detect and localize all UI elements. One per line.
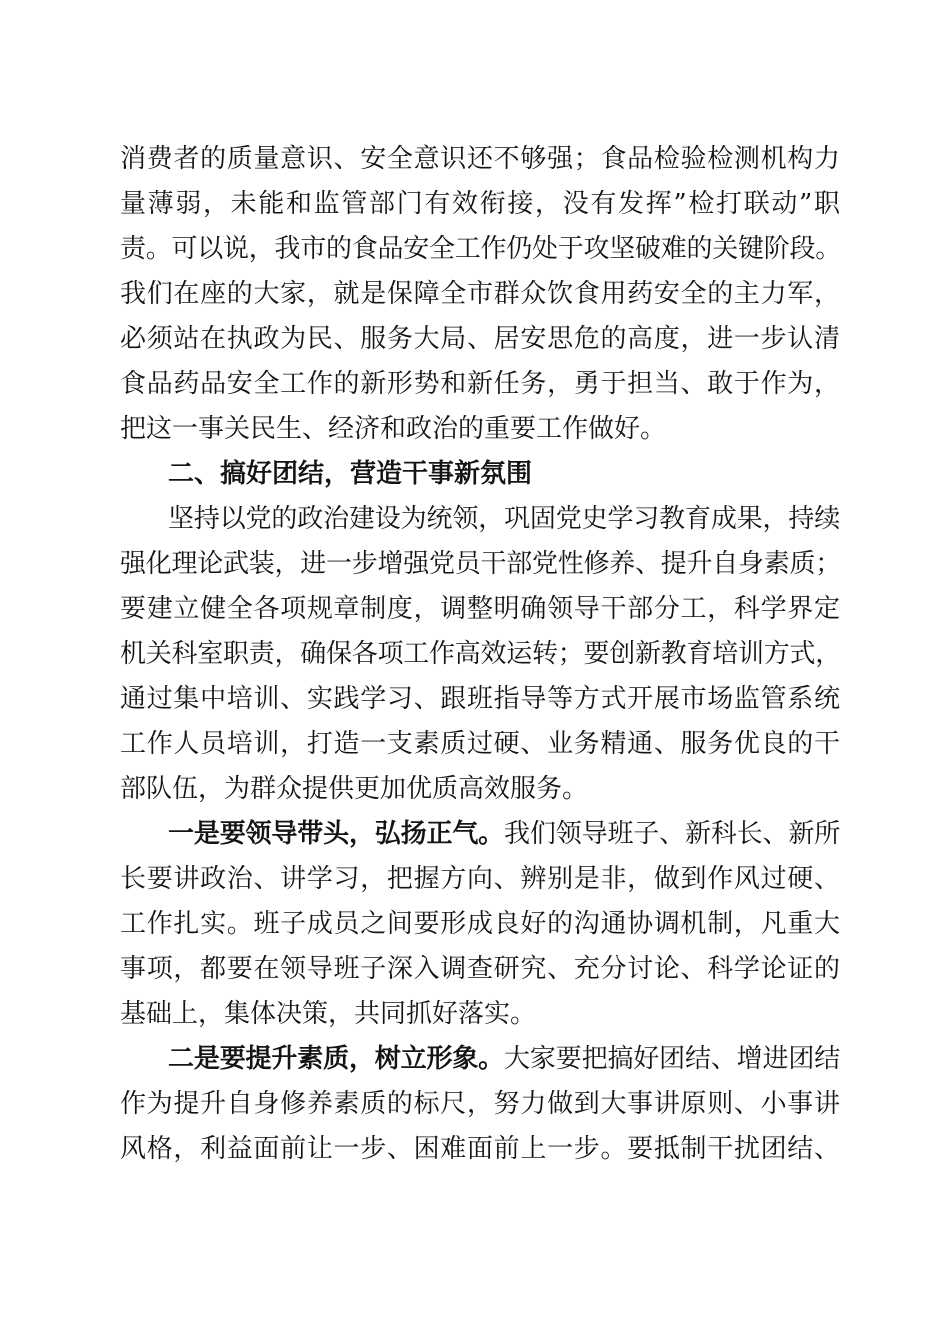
body-text-line: 基础上，集体决策，共同抓好落实。 — [120, 999, 537, 1029]
body-text-line: 机关科室职责，确保各项工作高效运转；要创新教育培训方式， — [120, 639, 842, 669]
body-text-line: 坚持以党的政治建设为统领，巩固党史学习教育成果，持续 — [168, 504, 840, 534]
body-text: 大家要把搞好团结、增进团结 — [504, 1044, 840, 1074]
body-text-line: 通过集中培训、实践学习、跟班指导等方式开展市场监管系统 — [120, 684, 840, 714]
body-text-line: 风格，利益面前让一步、困难面前上一步。要抵制干扰团结、 — [120, 1134, 840, 1164]
paragraph-first-line — [168, 1037, 840, 1082]
body-text-line: 事项，都要在领导班子深入调查研究、充分讨论、科学论证的 — [120, 954, 840, 984]
body-text-line: 责。可以说，我市的食品安全工作仍处于攻坚破难的关键阶段。 — [120, 234, 842, 264]
body-text-line: 必须站在执政为民、服务大局、居安思危的高度，进一步认清 — [120, 324, 840, 354]
body-text-line: 消费者的质量意识、安全意识还不够强；食品检验检测机构力 — [120, 144, 840, 174]
bold-lead-text: 二是要提升素质，树立形象。 — [168, 1044, 505, 1074]
body-text-line: 强化理论武装，进一步增强党员干部党性修养、提升自身素质； — [120, 549, 842, 579]
body-text-line: 工作人员培训，打造一支素质过硬、业务精通、服务优良的干 — [120, 729, 840, 759]
body-text-line: 长要讲政治、讲学习，把握方向、辨别是非，做到作风过硬、 — [120, 864, 840, 894]
bold-lead-text: 一是要领导带头，弘扬正气。 — [168, 819, 505, 849]
body-text: 我们领导班子、新科长、新所 — [504, 819, 840, 849]
section-heading: 二、搞好团结，营造干事新氛围 — [168, 459, 533, 489]
paragraph-first-line — [168, 812, 840, 857]
body-text-line: 我们在座的大家，就是保障全市群众饮食用药安全的主力军， — [120, 279, 840, 309]
body-text-line: 部队伍，为群众提供更加优质高效服务。 — [120, 774, 589, 804]
body-text-line: 要建立健全各项规章制度，调整明确领导干部分工，科学界定 — [120, 594, 840, 624]
body-text-line: 量薄弱，未能和监管部门有效衔接，没有发挥”检打联动”职 — [120, 189, 840, 219]
body-text-line: 工作扎实。班子成员之间要形成良好的沟通协调机制，凡重大 — [120, 909, 840, 939]
body-text-line: 作为提升自身修养素质的标尺，努力做到大事讲原则、小事讲 — [120, 1089, 840, 1119]
body-text-line: 食品药品安全工作的新形势和新任务，勇于担当、敢于作为， — [120, 369, 840, 399]
body-text-line: 把这一事关民生、经济和政治的重要工作做好。 — [120, 414, 667, 444]
